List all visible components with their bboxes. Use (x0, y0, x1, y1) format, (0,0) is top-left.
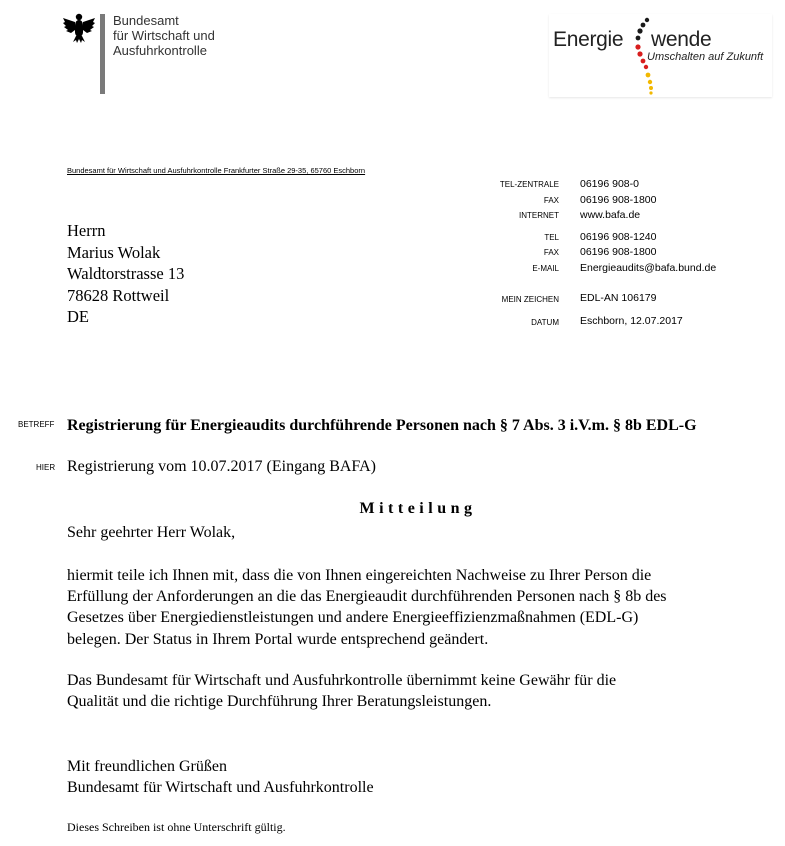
tel-value: 06196 908-1240 (580, 231, 657, 243)
address-line: Waldtorstrasse 13 (67, 264, 185, 283)
paragraph-line: Qualität und die richtige Durchführung Ihrer Beratungsleistungen. (67, 693, 492, 711)
email-link[interactable]: Energieaudits@bafa.bund.de (580, 262, 717, 274)
fax-value: 06196 908-1800 (580, 194, 657, 206)
reference-value: EDL-AN 106179 (580, 292, 657, 304)
letter-heading: Mitteilung (359, 500, 477, 517)
email-label: E-MAIL (532, 264, 559, 273)
logo-word-wende: wende (651, 28, 712, 51)
hier-text: Registrierung vom 10.07.2017 (Eingang BAFA) (67, 458, 377, 475)
address-line: 78628 Rottweil (67, 285, 170, 305)
closing (67, 756, 374, 798)
logo-tagline: Umschalten auf Zukunft (647, 51, 764, 63)
federal-eagle-icon (62, 12, 96, 44)
tel-zentrale-label: TEL-ZENTRALE (499, 180, 559, 189)
org-line: Bundesamt (113, 13, 179, 28)
paragraph-line: Gesetzes über Energiedienstleistungen und andere Energieeffizienzmaßnahmen (EDL-G) (67, 609, 639, 627)
internet-link[interactable]: www.bafa.de (580, 209, 641, 221)
paragraph-two (67, 670, 616, 712)
tel-label: TEL (544, 233, 559, 242)
fax-label: FAX (543, 248, 559, 257)
logo-word-energie: Energie (553, 28, 624, 51)
address-line: Marius Wolak (67, 242, 161, 262)
hier-label: HIER (36, 463, 56, 472)
energiewende-logo (549, 14, 772, 97)
reference-label: MEIN ZEICHEN (501, 295, 559, 304)
org-line: Ausfuhrkontrolle (113, 43, 207, 58)
address-line: DE (67, 307, 89, 326)
internet-label: INTERNET (519, 211, 559, 220)
closing-line: Bundesamt für Wirtschaft und Ausfuhrkontrolle (67, 779, 374, 797)
paragraph-line: Erfüllung der Anforderungen an die das Energieaudit durchführenden Personen nach § 8b des (67, 588, 667, 606)
paragraph-one (67, 565, 667, 650)
address-line: Herrn (67, 221, 106, 240)
paragraph-line: Das Bundesamt für Wirtschaft und Ausfuhrkontrolle übernimmt keine Gewähr für die (67, 672, 617, 689)
organization-logo-text (113, 13, 215, 58)
signature-note: Dieses Schreiben ist ohne Unterschrift gültig. (67, 820, 286, 834)
date-value: Eschborn, 12.07.2017 (580, 315, 683, 327)
closing-line: Mit freundlichen Grüßen (67, 758, 227, 775)
salutation: Sehr geehrter Herr Wolak, (67, 524, 236, 541)
paragraph-line: belegen. Der Status in Ihrem Portal wurde entsprechend geändert. (67, 630, 489, 648)
betreff-label: BETREFF (18, 420, 55, 429)
org-line: für Wirtschaft und (113, 28, 215, 43)
sender-address-line: Bundesamt für Wirtschaft und Ausfuhrkontrolle Frankfurter Straße 29-35, 65760 Eschborn (67, 166, 366, 175)
date-label: DATUM (531, 318, 559, 327)
paragraph-line: hiermit teile ich Ihnen mit, dass die von Ihnen eingereichten Nachweise zu Ihrer Person die (67, 567, 652, 584)
recipient-address (67, 220, 184, 328)
fax-value: 06196 908-1800 (580, 246, 657, 258)
fax-label: FAX (543, 196, 559, 205)
logo-divider-bar (100, 14, 105, 94)
subject-text: Registrierung für Energieaudits durchführende Personen nach § 7 Abs. 3 i.V.m. § 8b EDL-G (67, 417, 697, 434)
tel-zentrale-value: 06196 908-0 (580, 178, 639, 190)
